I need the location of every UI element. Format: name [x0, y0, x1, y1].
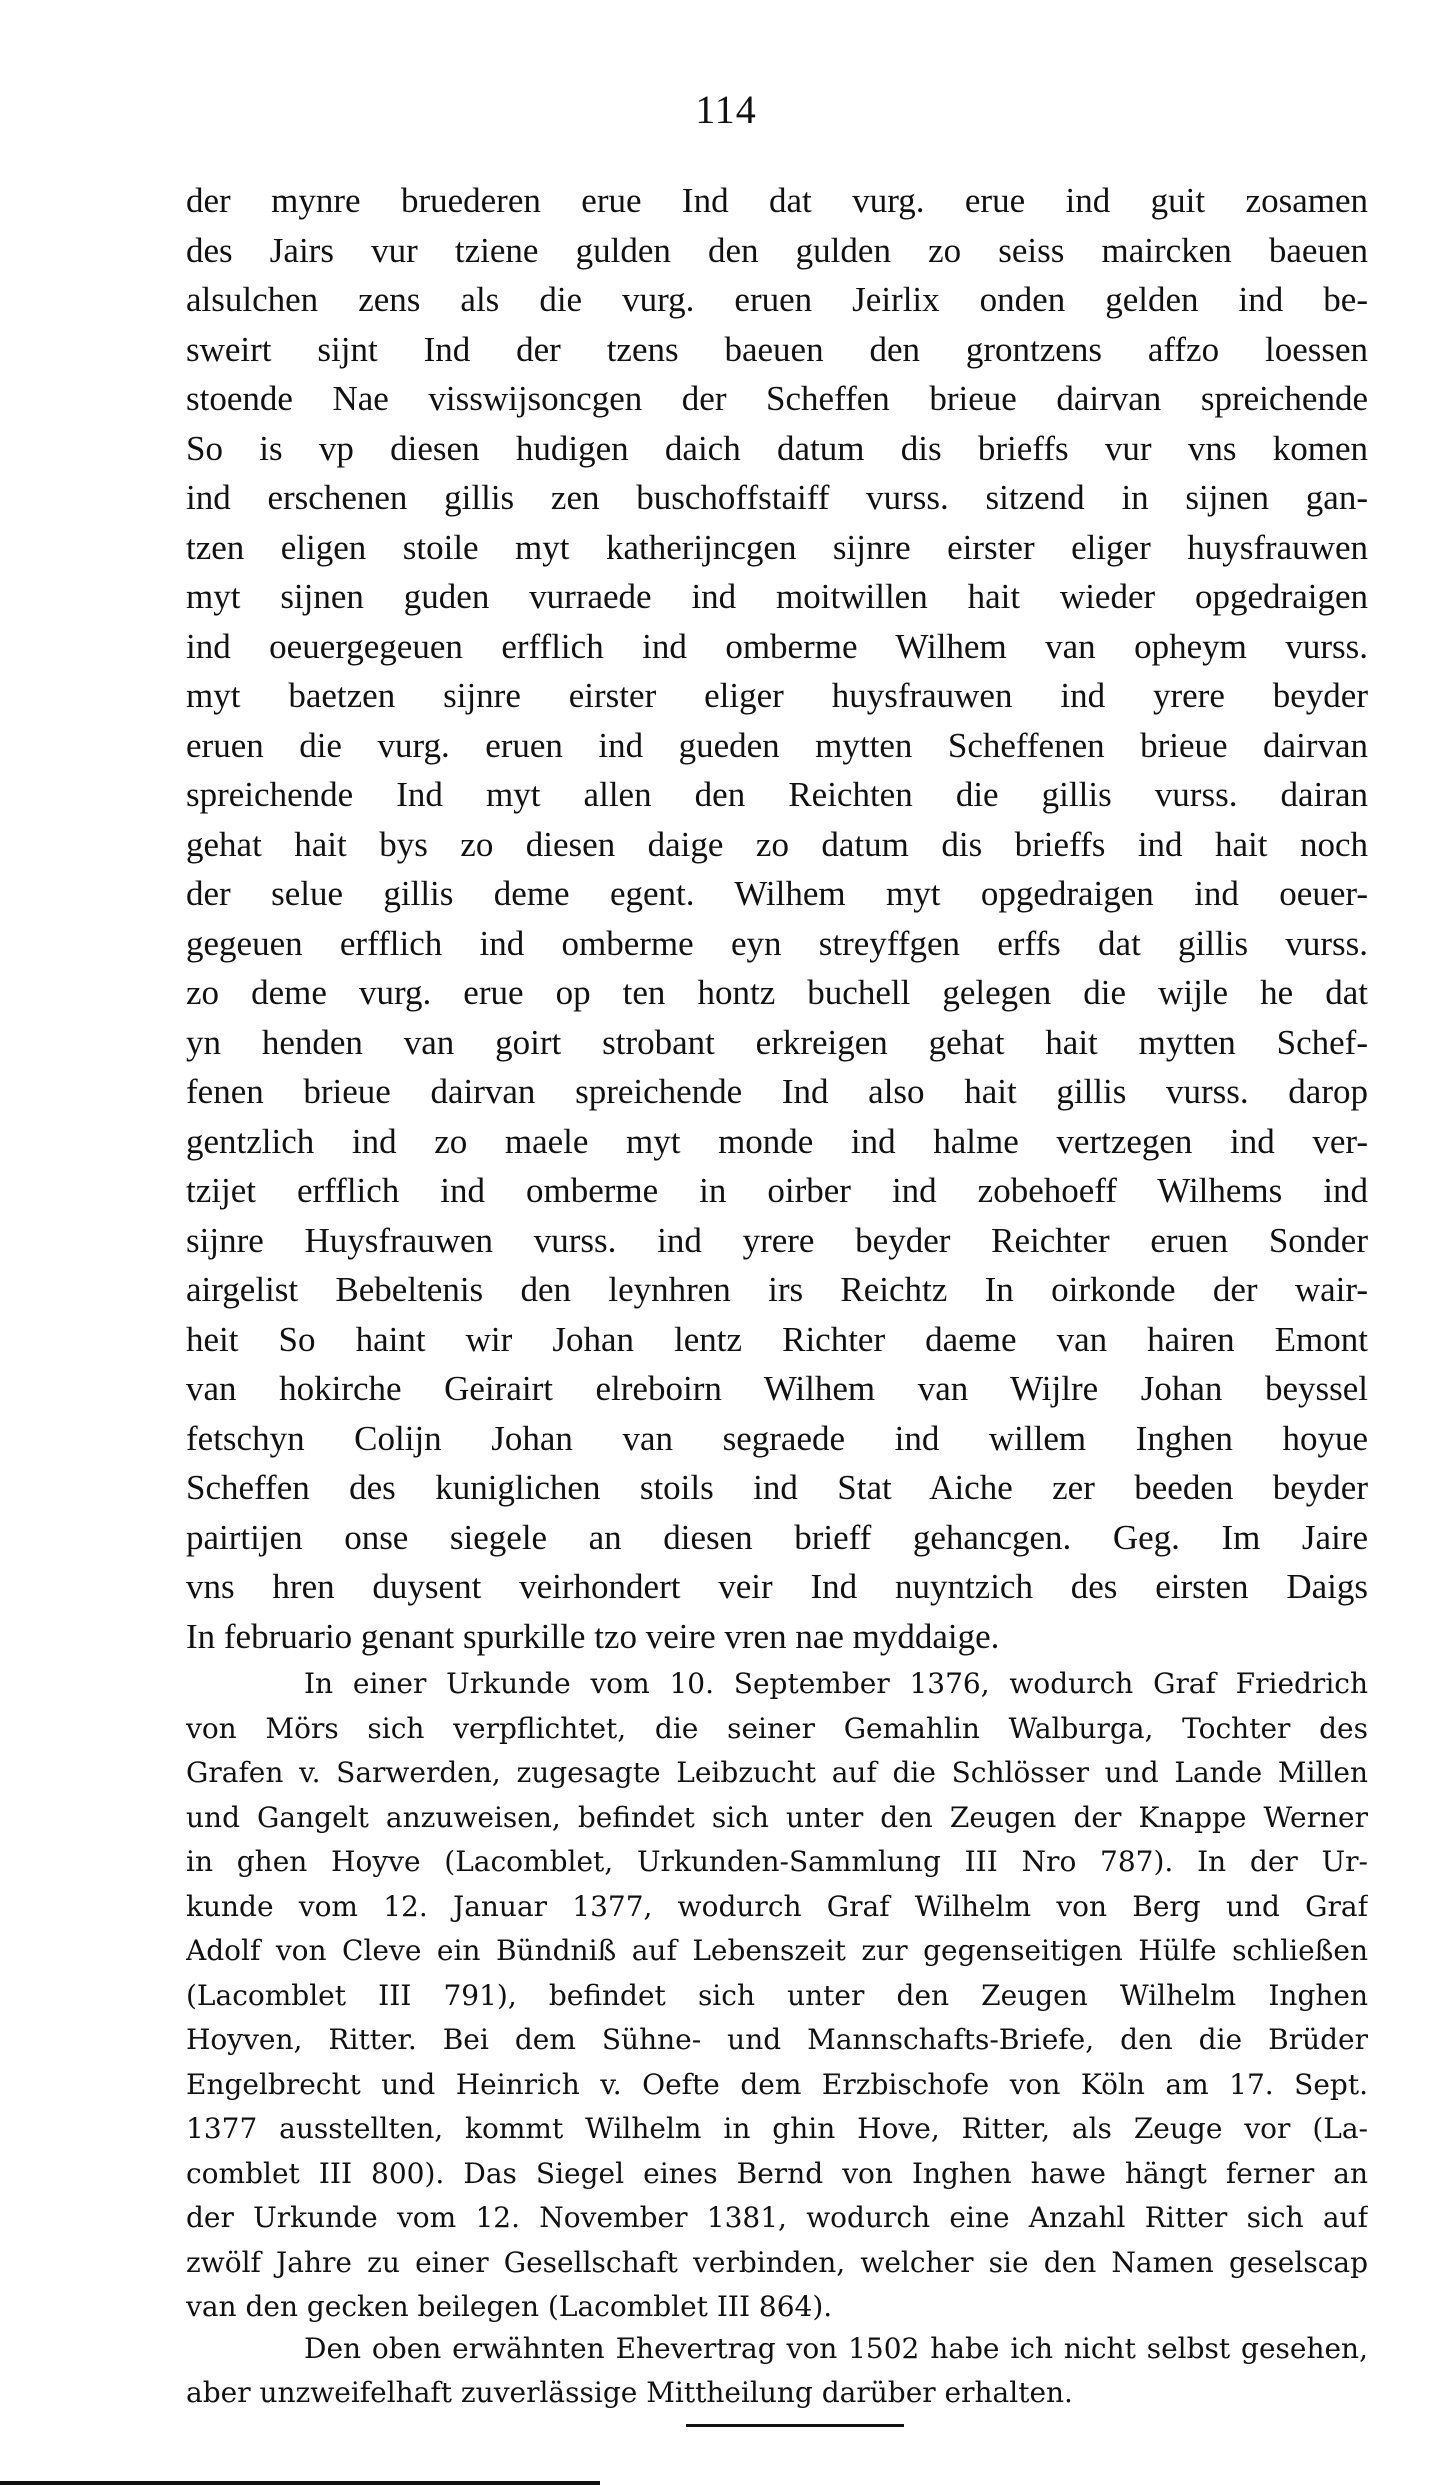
latin-text-line: gentzlich ind zo maele myt monde ind halme vertzegen ind ver- [186, 1121, 1368, 1161]
latin-text-line: van hokirche Geirairt elreboirn Wilhem van Wijlre Johan beyssel [186, 1369, 1368, 1408]
latin-text-line: der selue gillis deme egent. Wilhem myt opgedraigen ind oeuer- [186, 874, 1368, 913]
latin-text-line: alsulchen zens als die vurg. eruen Jeirlix onden gelden ind be- [186, 280, 1368, 319]
latin-text-line: sweirt sijnt Ind der tzens baeuen den grontzens affzo loessen [186, 329, 1368, 369]
german-text-line: und Gangelt anzuweisen, befindet sich unter den Zeugen der Knappe Werner [186, 1800, 1368, 1834]
latin-text-line: fetschyn Colijn Johan van segraede ind willem Inghen hoyue [186, 1418, 1368, 1458]
section-separator-rule [686, 2424, 904, 2427]
latin-text-line: sijnre Huysfrauwen vurss. ind yrere beyder Reichter eruen Sonder [186, 1220, 1368, 1260]
closing-text-line: aber unzweifelhaft zuverlässige Mittheilung darüber erhalten. [186, 2376, 1073, 2409]
page-number: 114 [695, 87, 757, 132]
german-text-line: 1377 ausstellten, kommt Wilhelm in ghin Hove, Ritter, als Zeuge vor (La- [186, 2112, 1368, 2145]
german-text-line: van den gecken beilegen (Lacomblet III 864). [186, 2290, 833, 2323]
latin-text-line: So is vp diesen hudigen daich datum dis brieffs vur vns komen [186, 428, 1368, 468]
latin-text-line: des Jairs vur tziene gulden den gulden zo seiss maircken baeuen [186, 230, 1368, 270]
latin-text-line: heit So haint wir Johan lentz Richter daeme van hairen Emont [186, 1319, 1368, 1359]
german-text-line: Adolf von Cleve ein Bündniß auf Lebenszeit zur gegenseitigen Hülfe schließen [186, 1934, 1368, 1967]
latin-text-line: ind oeuergegeuen erfflich ind omberme Wilhem van opheym vurss. [186, 626, 1368, 666]
latin-text-line: fenen brieue dairvan spreichende Ind also hait gillis vurss. darop [186, 1072, 1368, 1111]
german-text-line: der Urkunde vom 12. November 1381, wodurch eine Anzahl Ritter sich auf [186, 2201, 1368, 2234]
latin-text-line: stoende Nae visswijsoncgen der Scheffen brieue dairvan spreichende [186, 379, 1368, 418]
latin-text-line: myt baetzen sijnre eirster eliger huysfrauwen ind yrere beyder [186, 676, 1368, 715]
latin-text-line: pairtijen onse siegele an diesen brieff gehancgen. Geg. Im Jaire [186, 1517, 1368, 1557]
german-text-line: comblet III 800). Das Siegel eines Bernd von Inghen hawe hängt ferner an [186, 2156, 1368, 2190]
latin-text-line: zo deme vurg. erue op ten hontz buchell gelegen die wijle he dat [186, 973, 1368, 1012]
closing-paragraph [186, 2327, 1368, 2415]
german-text-line: kunde vom 12. Januar 1377, wodurch Graf Wilhelm von Berg und Graf [186, 1889, 1368, 1923]
latin-text-line: In februario genant spurkille tzo veire vren nae myddaige. [186, 1616, 1000, 1656]
latin-charter-text [186, 176, 1368, 1661]
latin-text-line: yn henden van goirt strobant erkreigen gehat hait mytten Schef- [186, 1022, 1368, 1062]
german-text-line: zwölf Jahre zu einer Gesellschaft verbinden, welcher sie den Namen geselscap [186, 2245, 1368, 2279]
latin-text-line: myt sijnen guden vurraede ind moitwillen hait wieder opgedraigen [186, 577, 1368, 616]
latin-text-line: gehat hait bys zo diesen daige zo datum dis brieffs ind hait noch [186, 824, 1368, 864]
german-text-line: Hoyven, Ritter. Bei dem Sühne- und Mannschafts-Briefe, den die Brüder [186, 2023, 1368, 2056]
german-commentary-paragraph [186, 1662, 1368, 2330]
latin-text-line: tzijet erfflich ind omberme in oirber ind zobehoeff Wilhems ind [186, 1171, 1368, 1210]
latin-text-line: gegeuen erfflich ind omberme eyn streyffgen erffs dat gillis vurss. [186, 923, 1368, 963]
page-edge-rule [0, 2481, 600, 2485]
latin-text-line: Scheffen des kuniglichen stoils ind Stat Aiche zer beeden beyder [186, 1468, 1368, 1507]
german-text-line: In einer Urkunde vom 10. September 1376, wodurch Graf Friedrich [304, 1667, 1368, 1700]
latin-text-line: der mynre bruederen erue Ind dat vurg. erue ind guit zosamen [186, 181, 1368, 220]
german-text-line: Engelbrecht und Heinrich v. Oefte dem Erzbischofe von Köln am 17. Sept. [186, 2067, 1368, 2101]
german-text-line: (Lacomblet III 791), befindet sich unter den Zeugen Wilhelm Inghen [186, 1978, 1368, 2012]
latin-text-line: ind erschenen gillis zen buschoffstaiff vurss. sitzend in sijnen gan- [186, 478, 1368, 517]
german-text-line: von Mörs sich verpflichtet, die seiner Gemahlin Walburga, Tochter des [186, 1711, 1368, 1745]
closing-text-line: Den oben erwähnten Ehevertrag von 1502 habe ich nicht selbst gesehen, [304, 2332, 1368, 2365]
german-text-line: in ghen Hoyve (Lacomblet, Urkunden-Sammlung III Nro 787). In der Ur- [186, 1845, 1368, 1878]
latin-text-line: airgelist Bebeltenis den leynhren irs Reichtz In oirkonde der wair- [186, 1270, 1368, 1309]
latin-text-line: tzen eligen stoile myt katherijncgen sijnre eirster eliger huysfrauwen [186, 527, 1368, 567]
latin-text-line: spreichende Ind myt allen den Reichten die gillis vurss. dairan [186, 775, 1368, 814]
german-text-line: Grafen v. Sarwerden, zugesagte Leibzucht auf die Schlösser und Lande Millen [186, 1756, 1368, 1789]
latin-text-line: vns hren duysent veirhondert veir Ind nuyntzich des eirsten Daigs [186, 1567, 1368, 1606]
latin-text-line: eruen die vurg. eruen ind gueden mytten Scheffenen brieue dairvan [186, 725, 1368, 765]
